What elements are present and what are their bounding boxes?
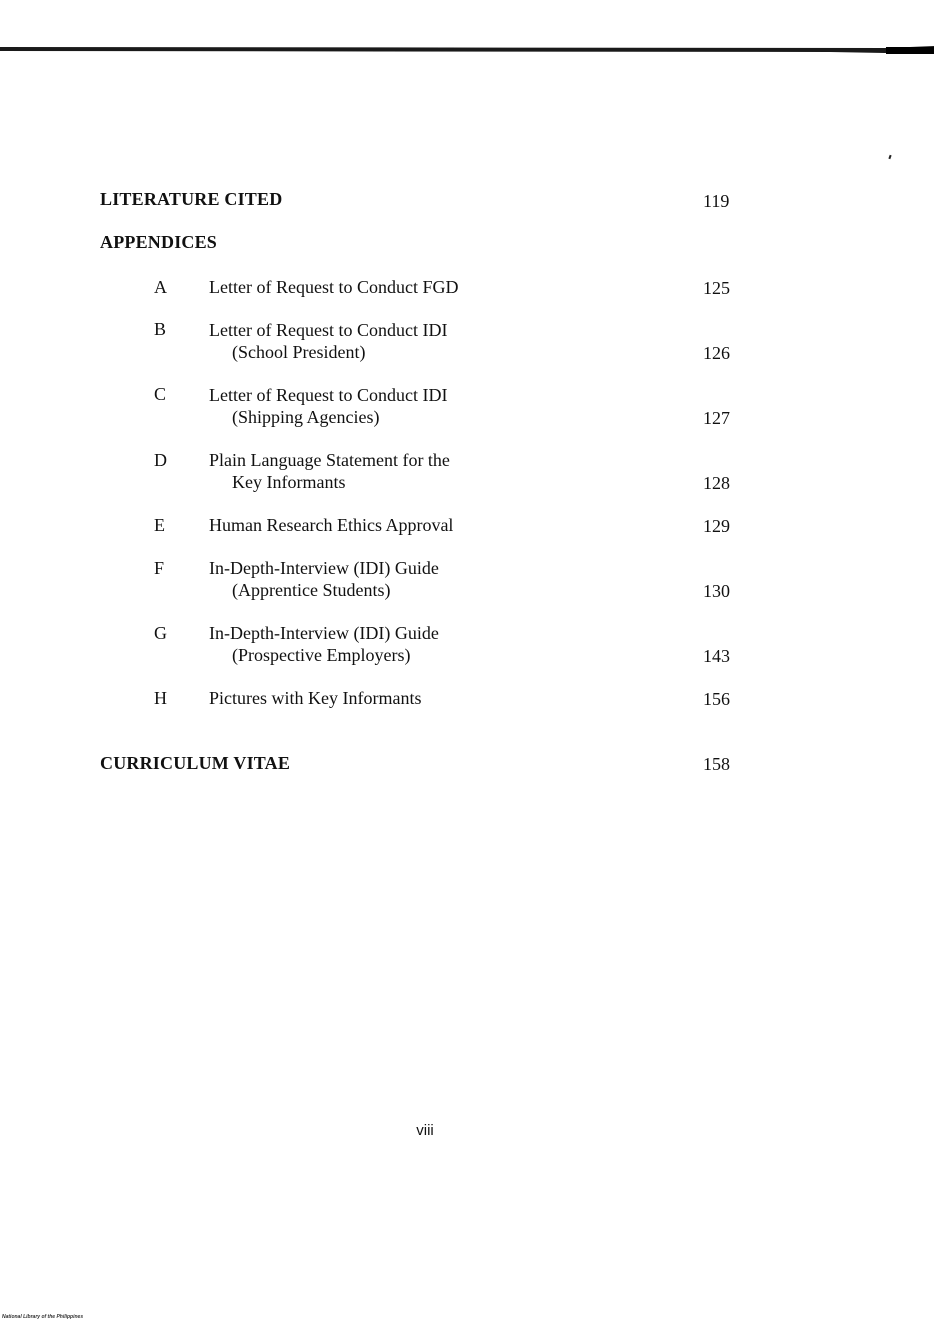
appendix-page: 128 bbox=[703, 473, 730, 493]
page-folio: viii bbox=[416, 1122, 434, 1139]
appendix-page: 129 bbox=[703, 516, 730, 536]
appendix-letter: B bbox=[154, 319, 167, 339]
appendix-title: In-Depth-Interview (IDI) Guide bbox=[209, 558, 439, 578]
appendix-title: Letter of Request to Conduct FGD bbox=[209, 277, 459, 297]
appendix-page: 130 bbox=[703, 581, 730, 601]
appendix-title: Pictures with Key Informants bbox=[209, 688, 422, 708]
appendix-page: 127 bbox=[703, 408, 730, 428]
appendix-title: In-Depth-Interview (IDI) Guide bbox=[209, 623, 439, 643]
appendix-title: Plain Language Statement for the bbox=[209, 450, 450, 470]
appendix-letter: A bbox=[154, 277, 167, 297]
appendix-page: 156 bbox=[703, 689, 730, 709]
appendix-letter: F bbox=[154, 558, 165, 578]
library-footer-stamp: National Library of the Philippines bbox=[2, 1314, 84, 1320]
appendix-letter: C bbox=[154, 384, 167, 404]
toc-page-curriculum-vitae: 158 bbox=[703, 754, 730, 774]
appendix-page: 126 bbox=[703, 343, 730, 363]
toc-heading-literature-cited: LITERATURE CITED bbox=[100, 189, 283, 209]
appendix-letter: D bbox=[154, 450, 167, 470]
toc-heading-curriculum-vitae: CURRICULUM VITAE bbox=[100, 753, 291, 773]
appendix-page: 125 bbox=[703, 278, 730, 298]
appendix-subtitle: Key Informants bbox=[232, 472, 346, 492]
appendix-letter: E bbox=[154, 515, 165, 535]
appendix-letter: G bbox=[154, 623, 167, 643]
scan-top-edge bbox=[0, 46, 934, 54]
toc-page-literature-cited: 119 bbox=[703, 191, 730, 211]
appendix-title: Human Research Ethics Approval bbox=[209, 515, 454, 535]
appendix-title: Letter of Request to Conduct IDI bbox=[209, 385, 448, 405]
appendix-letter: H bbox=[154, 688, 167, 708]
appendix-title: Letter of Request to Conduct IDI bbox=[209, 320, 448, 340]
appendix-page: 143 bbox=[703, 646, 730, 666]
appendix-subtitle: (School President) bbox=[232, 342, 366, 362]
toc-heading-appendices: APPENDICES bbox=[100, 232, 218, 252]
appendix-subtitle: (Shipping Agencies) bbox=[232, 407, 380, 427]
appendix-subtitle: (Apprentice Students) bbox=[232, 580, 391, 600]
scan-speck bbox=[888, 155, 891, 159]
appendix-subtitle: (Prospective Employers) bbox=[232, 645, 411, 665]
